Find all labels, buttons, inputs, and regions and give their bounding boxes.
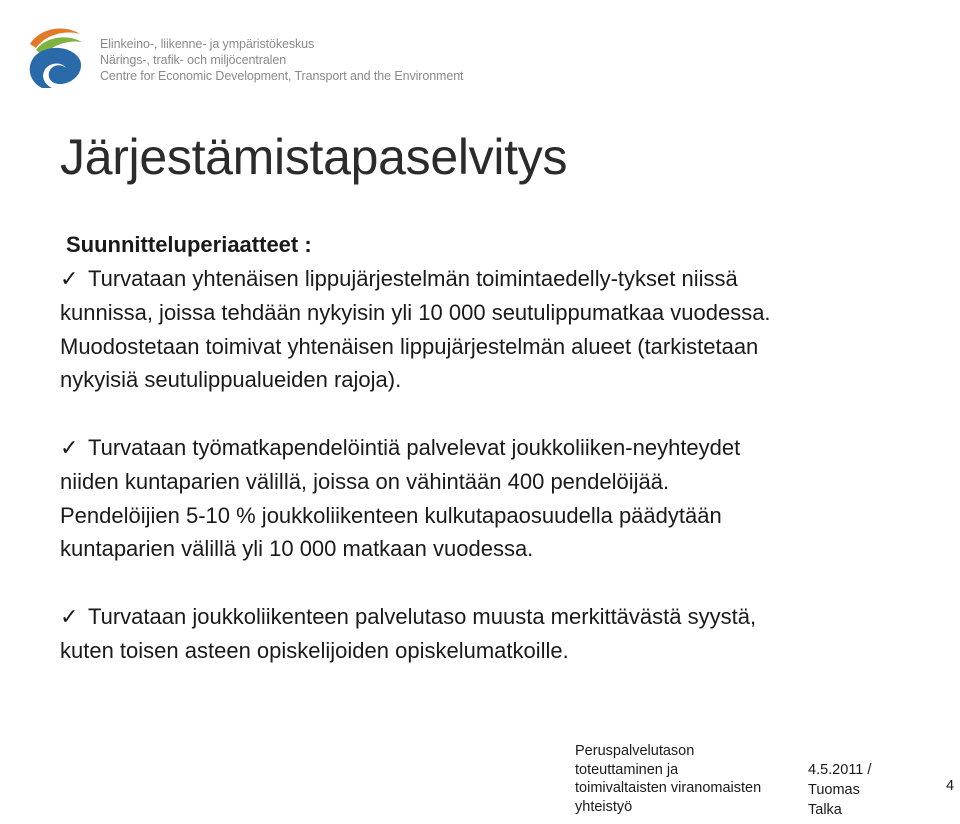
bullet-line: kuntaparien välillä yli 10 000 matkaan vuodessa. — [60, 536, 534, 561]
bullet-line: ✓ Turvataan joukkoliikenteen palvelutaso muusta merkittävästä syystä, — [60, 600, 940, 635]
slide-content — [60, 228, 940, 668]
organization-logo — [22, 22, 482, 92]
bullet-line: nykyisiä seutulippualueiden rajoja). — [60, 367, 402, 392]
footer-topic-line: yhteistyö — [575, 798, 633, 815]
bullet-line: niiden kuntaparien välillä, joissa on vähintään 400 pendelöijää. — [60, 469, 670, 494]
bullet-line: kunnissa, joissa tehdään nykyisin yli 10 000 seutulippumatkaa vuodessa. — [60, 300, 771, 325]
ely-logo-icon — [22, 22, 92, 92]
bullet-item-2 — [60, 431, 940, 566]
bullet-line: ✓ Turvataan yhtenäisen lippujärjestelmän toimintaedelly-tykset niissä — [60, 262, 940, 297]
footer-topic — [575, 742, 761, 816]
footer-date: 4.5.2011 / — [808, 762, 872, 778]
page-number: 4 — [946, 778, 955, 794]
slide-title: Järjestämistapaselvitys — [60, 129, 568, 185]
org-name-finnish: Elinkeino-, liikenne- ja ympäristökeskus — [100, 37, 315, 51]
footer-topic-line: toteuttaminen ja — [575, 761, 679, 778]
section-subheading: Suunnitteluperiaatteet : — [66, 232, 312, 257]
checkmark-icon: ✓ — [60, 604, 79, 630]
org-name-english: Centre for Economic Development, Transport and the Environment — [100, 69, 464, 83]
footer-topic-line: Peruspalvelutason — [575, 743, 695, 759]
bullet-line: Muodostetaan toimivat yhtenäisen lippujärjestelmän alueet (tarkistetaan — [60, 333, 759, 359]
org-name-swedish: Närings-, trafik- och miljöcentralen — [100, 53, 287, 67]
footer-date-author — [808, 760, 871, 820]
checkmark-icon: ✓ — [60, 266, 79, 292]
bullet-item-1 — [60, 262, 940, 397]
organization-name — [100, 36, 463, 84]
checkmark-icon: ✓ — [60, 435, 79, 461]
bullet-line: ✓ Turvataan työmatkapendelöintiä palvelevat joukkoliiken-neyhteydet — [60, 431, 940, 466]
bullet-item-3 — [60, 600, 940, 668]
footer-author-first: Tuomas — [808, 782, 860, 798]
footer-author-last: Talka — [808, 802, 842, 818]
bullet-line: kuten toisen asteen opiskelijoiden opiskelumatkoille. — [60, 638, 569, 663]
footer-topic-line: toimivaltaisten viranomaisten — [575, 780, 762, 796]
bullet-line: Pendelöijien 5-10 % joukkoliikenteen kulkutapaosuudella päädytään — [60, 502, 722, 528]
